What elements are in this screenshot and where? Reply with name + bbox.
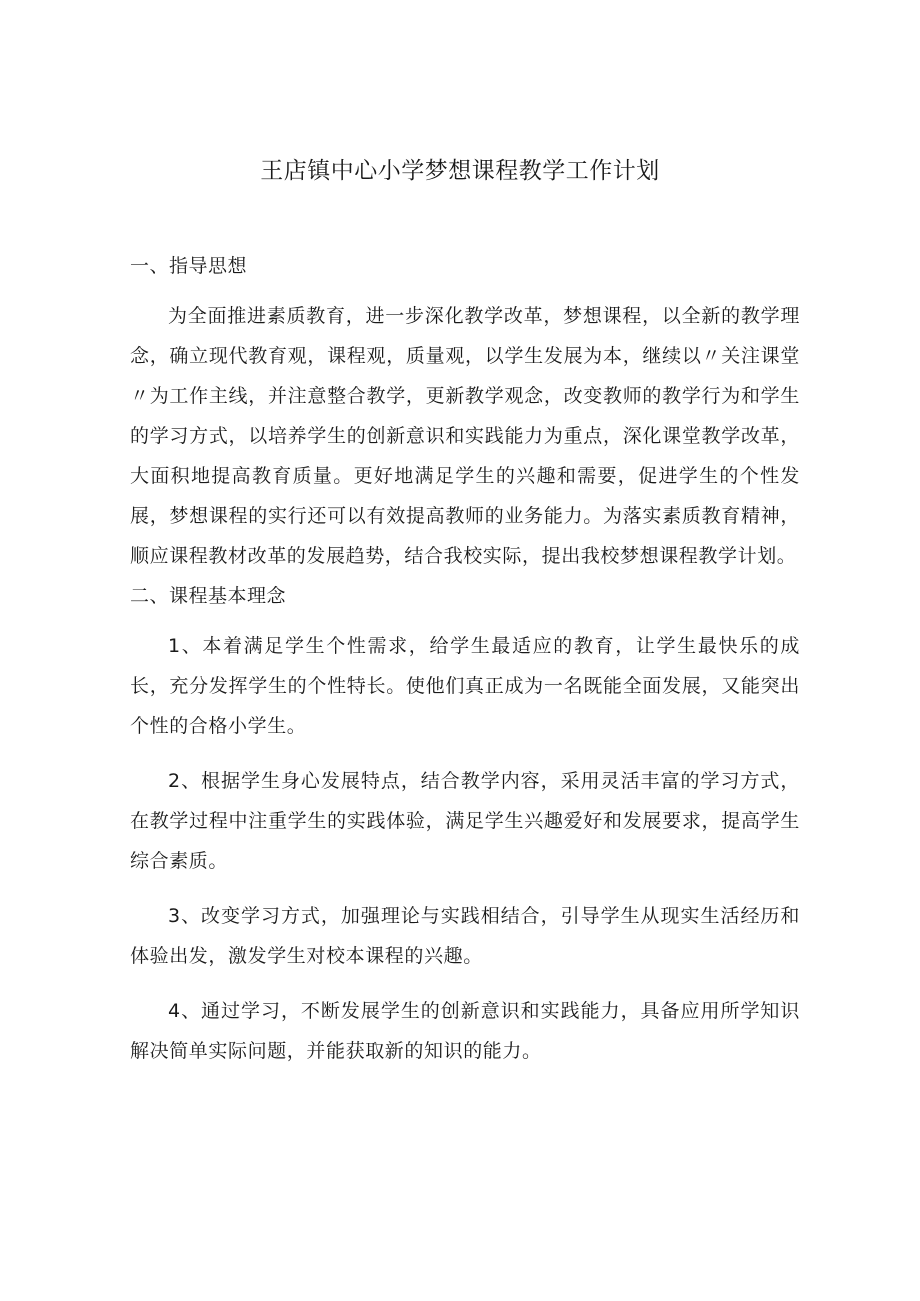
concept-item-1: 1、本着满足学生个性需求，给学生最适应的教育，让学生最快乐的成长，充分发挥学生的个性特长。使他们真正成为一名既能全面发展，又能突出个性的合格小学生。 xyxy=(130,635,800,737)
concept-item-2: 2、根据学生身心发展特点，结合教学内容，采用灵活丰富的学习方式，在教学过程中注重学生的实践体验，满足学生兴趣爱好和发展要求，提高学生综合素质。 xyxy=(130,770,800,872)
concept-item-4: 4、通过学习，不断发展学生的创新意识和实践能力，具备应用所学知识解决简单实际问题，并能获取新的知识的能力。 xyxy=(130,1000,800,1062)
section-heading-guiding-thought: 一、指导思想 xyxy=(130,255,248,277)
concept-item-3: 3、改变学习方式，加强理论与实践相结合，引导学生从现实生活经历和体验出发，激发学生对校本课程的兴趣。 xyxy=(130,905,800,967)
document-body xyxy=(130,246,800,1071)
section-heading-basic-concepts: 二、课程基本理念 xyxy=(130,585,287,607)
document-title: 王店镇中心小学梦想课程教学工作计划 xyxy=(260,158,660,184)
paragraph-guiding-thought: 为全面推进素质教育，进一步深化教学改革，梦想课程，以全新的教学理念，确立现代教育观，课程观，质量观，以学生发展为本，继续以〃关注课堂〃为工作主线，并注意整合教学，更新教学观念，改变教师的教学行为和学生的学习方式，以培养学生的创新意识和实践能力为重点，深化课堂教学改革，大面积地提高教育质量。更好地满足学生的兴趣和需要，促进学生的个性发展，梦想课程的实行还可以有效提高教师的业务能力。为落实素质教育精神，顺应课程教材改革的发展趋势，结合我校实际，提出我校梦想课程教学计划。 xyxy=(130,305,800,567)
